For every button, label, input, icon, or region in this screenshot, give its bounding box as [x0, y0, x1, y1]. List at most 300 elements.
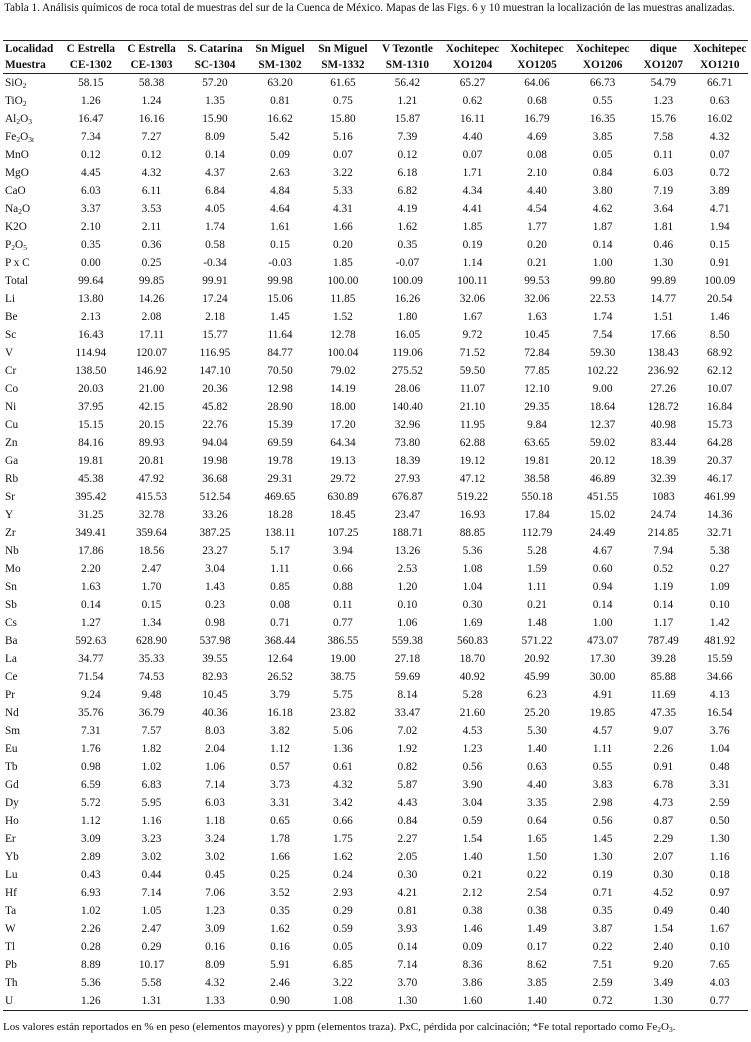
row-label — [3, 668, 60, 686]
table-cell: 1.77 — [527, 221, 547, 233]
table-cell: 0.30 — [462, 599, 483, 611]
table-cell: 1.40 — [462, 851, 483, 863]
table-cell: 1.08 — [462, 563, 483, 575]
table-cell: 83.44 — [650, 437, 677, 449]
table-cell: 0.19 — [592, 869, 613, 881]
table-cell: 1.52 — [333, 311, 353, 323]
row-label — [3, 272, 60, 290]
table-cell: 1.09 — [709, 581, 730, 593]
table-cell: 1.75 — [333, 833, 353, 845]
table-cell: 0.77 — [333, 617, 353, 629]
table-cell: 1.20 — [397, 581, 418, 593]
table-row — [3, 632, 748, 650]
table-cell: 18.56 — [138, 545, 165, 557]
table-row — [3, 290, 748, 308]
table-cell: 6.85 — [333, 959, 353, 971]
table-cell: 0.23 — [205, 599, 225, 611]
row-label-text: Rb — [5, 473, 19, 485]
table-cell: 73.80 — [394, 437, 421, 449]
table-row — [3, 434, 748, 452]
row-label-text: P — [5, 239, 12, 251]
table-cell: 1.71 — [462, 167, 483, 179]
table-cell: 1.62 — [333, 851, 353, 863]
table-cell: 0.65 — [270, 815, 290, 827]
table-cell: 29.72 — [330, 473, 356, 485]
table-cell: 0.38 — [527, 905, 547, 917]
table-row — [3, 884, 748, 902]
table-cell: 0.24 — [333, 869, 353, 881]
footnote-end: . — [672, 1021, 676, 1033]
table-cell: 0.28 — [80, 941, 101, 953]
row-label — [3, 506, 60, 524]
geochemistry-table — [3, 40, 748, 1011]
table-cell: 0.14 — [592, 239, 613, 251]
table-cell: 5.16 — [333, 131, 353, 143]
row-label-subscript: 2 — [16, 117, 21, 126]
table-cell: 5.30 — [527, 725, 547, 737]
table-cell: 19.12 — [459, 455, 486, 467]
table-cell: 15.87 — [394, 113, 421, 125]
table-cell: 15.39 — [267, 419, 293, 431]
table-cell: 23.82 — [330, 707, 356, 719]
row-label-text: Ho — [5, 815, 19, 827]
table-cell: 3.80 — [592, 185, 613, 197]
table-cell: 38.75 — [330, 671, 356, 683]
table-row — [3, 650, 748, 668]
table-cell: 5.06 — [333, 725, 353, 737]
table-cell: 15.73 — [707, 419, 733, 431]
table-cell: 20.03 — [78, 383, 104, 395]
table-cell: 461.99 — [704, 491, 736, 503]
table-cell: 0.20 — [333, 239, 353, 251]
table-cell: 16.18 — [267, 707, 293, 719]
table-cell: 34.77 — [78, 653, 104, 665]
table-cell: 5.72 — [80, 797, 101, 809]
header-label-cell: Muestra — [3, 57, 60, 74]
table-cell: 0.71 — [270, 617, 290, 629]
table-cell: 7.31 — [80, 725, 101, 737]
table-cell: 3.89 — [709, 185, 730, 197]
table-cell: 1.82 — [141, 743, 162, 755]
table-cell: 0.14 — [653, 599, 674, 611]
table-cell: 18.39 — [650, 455, 677, 467]
table-cell: 36.79 — [138, 707, 165, 719]
table-cell: 146.92 — [136, 365, 168, 377]
table-cell: 3.35 — [527, 797, 547, 809]
table-cell: 1.85 — [333, 257, 353, 269]
table-cell: 1.54 — [653, 923, 674, 935]
table-row — [3, 614, 748, 632]
table-row — [3, 128, 748, 146]
table-cell: 3.24 — [205, 833, 225, 845]
table-cell: 0.98 — [80, 761, 101, 773]
table-cell: 16.84 — [707, 401, 733, 413]
table-cell: 1.81 — [653, 221, 674, 233]
table-cell: 0.55 — [592, 95, 613, 107]
table-cell: 0.18 — [709, 869, 730, 881]
table-cell: 0.59 — [333, 923, 353, 935]
table-cell: 16.11 — [459, 113, 485, 125]
header-label-cell: Localidad — [3, 41, 60, 58]
row-label-subscript: 2 — [11, 243, 16, 252]
table-cell: 22.53 — [589, 293, 616, 305]
row-label — [3, 560, 60, 578]
table-cell: 0.10 — [397, 599, 418, 611]
table-cell: 0.07 — [709, 149, 730, 161]
table-cell: 7.58 — [653, 131, 674, 143]
table-cell: 15.02 — [589, 509, 616, 521]
table-cell: 4.32 — [709, 131, 730, 143]
table-row — [3, 920, 748, 938]
table-cell: 0.09 — [270, 149, 290, 161]
table-cell: 16.93 — [459, 509, 486, 521]
table-cell: 19.81 — [524, 455, 550, 467]
table-cell: 9.00 — [592, 383, 613, 395]
table-cell: 10.17 — [138, 959, 165, 971]
table-cell: 0.56 — [462, 761, 483, 773]
table-cell: 27.93 — [394, 473, 421, 485]
table-cell: 4.40 — [527, 779, 547, 791]
table-cell: 0.64 — [527, 815, 547, 827]
table-cell: 1.54 — [462, 833, 483, 845]
header-row-localidad — [3, 41, 748, 58]
table-cell: 12.10 — [524, 383, 550, 395]
row-label-text: Th — [5, 977, 18, 989]
table-cell: 3.31 — [709, 779, 730, 791]
table-cell: 1.42 — [709, 617, 730, 629]
row-label — [3, 182, 60, 200]
table-cell: 99.64 — [78, 275, 104, 287]
table-cell: 519.22 — [456, 491, 489, 503]
table-cell: 16.02 — [707, 113, 733, 125]
table-cell: 0.20 — [527, 239, 547, 251]
table-cell: 0.91 — [709, 257, 730, 269]
table-cell: 1.26 — [80, 95, 101, 107]
row-label — [3, 200, 60, 218]
row-label-text: Pb — [5, 959, 17, 971]
header-cell: SM-1302 — [248, 57, 312, 74]
table-cell: 0.17 — [527, 941, 547, 953]
table-cell: 4.73 — [653, 797, 674, 809]
table-cell: 63.20 — [267, 77, 293, 89]
row-label — [3, 596, 60, 614]
table-cell: 7.19 — [653, 185, 674, 197]
table-cell: 0.05 — [333, 941, 353, 953]
table-cell: 66.73 — [589, 77, 616, 89]
table-cell: 2.27 — [397, 833, 418, 845]
table-cell: 2.26 — [653, 743, 674, 755]
table-cell: 1.30 — [709, 833, 730, 845]
table-cell: 3.04 — [462, 797, 483, 809]
row-label-text: CaO — [5, 185, 26, 197]
table-cell: 1.00 — [592, 617, 613, 629]
table-cell: 0.35 — [397, 239, 418, 251]
table-cell: 14.77 — [650, 293, 677, 305]
table-cell: 88.85 — [459, 527, 486, 539]
table-cell: 1.08 — [312, 992, 374, 1011]
table-cell: 1.05 — [141, 905, 162, 917]
table-cell: 1.30 — [592, 851, 613, 863]
row-label-text: Sc — [5, 329, 17, 341]
table-cell: 560.83 — [456, 635, 489, 647]
table-cell: 1.62 — [397, 221, 418, 233]
table-cell: 2.46 — [270, 977, 290, 989]
row-label-text: Cu — [5, 419, 19, 431]
table-cell: 2.13 — [80, 311, 101, 323]
table-cell: 1.23 — [205, 905, 225, 917]
table-cell: 19.98 — [202, 455, 228, 467]
table-cell: 5.38 — [709, 545, 730, 557]
table-cell: 1.60 — [441, 992, 504, 1011]
table-cell: 0.91 — [653, 761, 674, 773]
table-cell: 59.69 — [394, 671, 421, 683]
row-label — [3, 362, 60, 380]
table-row — [3, 704, 748, 722]
table-row — [3, 416, 748, 434]
table-cell: 2.40 — [653, 941, 674, 953]
table-cell: 99.98 — [267, 275, 293, 287]
table-cell: 18.64 — [589, 401, 616, 413]
table-cell: 74.53 — [138, 671, 165, 683]
table-cell: 2.12 — [462, 887, 483, 899]
table-cell: 14.19 — [330, 383, 356, 395]
row-label-text: Zr — [5, 527, 16, 539]
header-cell: dique — [635, 41, 691, 58]
table-cell: 128.72 — [647, 401, 679, 413]
table-cell: 0.07 — [462, 149, 483, 161]
table-cell: 4.84 — [270, 185, 290, 197]
footnote-tail: O — [661, 1021, 669, 1033]
row-label — [3, 470, 60, 488]
table-cell: 66.71 — [707, 77, 733, 89]
table-cell: 3.76 — [709, 725, 730, 737]
row-label — [3, 434, 60, 452]
table-cell: 2.98 — [592, 797, 613, 809]
header-cell: V Tezontle — [374, 41, 441, 58]
table-cell: 7.39 — [397, 131, 418, 143]
row-label — [3, 92, 60, 110]
table-cell: 1.18 — [205, 815, 225, 827]
table-cell: 4.32 — [205, 977, 225, 989]
row-label — [3, 308, 60, 326]
row-label — [3, 740, 60, 758]
table-cell: 7.14 — [205, 779, 225, 791]
row-label-text: Tl — [5, 941, 16, 953]
table-cell: 0.98 — [205, 617, 225, 629]
table-cell: 32.39 — [650, 473, 677, 485]
table-cell: 4.40 — [462, 131, 483, 143]
table-cell: 20.12 — [589, 455, 616, 467]
header-cell: CE-1303 — [121, 57, 182, 74]
table-cell: 13.26 — [394, 545, 421, 557]
table-cell: 2.20 — [80, 563, 101, 575]
table-row — [3, 254, 748, 272]
row-label — [3, 920, 60, 938]
table-cell: 4.91 — [592, 689, 613, 701]
table-cell: 19.81 — [78, 455, 104, 467]
table-cell: 1.36 — [333, 743, 353, 755]
header-cell: SM-1310 — [374, 57, 441, 74]
table-cell: 64.34 — [330, 437, 356, 449]
row-label-text: Ga — [5, 455, 19, 467]
table-row — [3, 398, 748, 416]
table-cell: 47.92 — [138, 473, 165, 485]
table-cell: 11.69 — [650, 689, 676, 701]
row-label — [3, 902, 60, 920]
header-cell: Sn Miguel — [248, 41, 312, 58]
table-cell: 12.37 — [589, 419, 616, 431]
table-cell: 4.64 — [270, 203, 290, 215]
table-cell: 395.42 — [75, 491, 107, 503]
table-cell: 4.71 — [709, 203, 730, 215]
table-cell: 3.09 — [80, 833, 101, 845]
table-cell: 5.58 — [141, 977, 162, 989]
table-cell: 236.92 — [647, 365, 679, 377]
table-cell: 6.93 — [80, 887, 101, 899]
table-cell: 1.23 — [462, 743, 483, 755]
header-cell: XO1205 — [504, 57, 570, 74]
table-cell: 1.80 — [397, 311, 418, 323]
table-cell: 4.43 — [397, 797, 418, 809]
table-cell: 94.04 — [202, 437, 228, 449]
row-label-text: Ni — [5, 401, 17, 413]
table-cell: 0.66 — [333, 815, 353, 827]
table-cell: 1.14 — [462, 257, 483, 269]
table-cell: 116.95 — [199, 347, 231, 359]
table-cell: 3.02 — [141, 851, 162, 863]
row-label-text: Ta — [5, 905, 17, 917]
table-cell: 550.18 — [521, 491, 553, 503]
table-cell: 3.23 — [141, 833, 162, 845]
table-cell: 3.85 — [592, 131, 613, 143]
table-cell: 6.03 — [653, 167, 674, 179]
table-cell: 1.21 — [397, 95, 418, 107]
table-cell: 17.84 — [524, 509, 550, 521]
table-row — [3, 794, 748, 812]
table-cell: 6.83 — [141, 779, 162, 791]
table-cell: 676.87 — [391, 491, 423, 503]
row-label-text: MgO — [5, 167, 29, 179]
table-cell: 3.86 — [462, 977, 483, 989]
table-cell: 0.58 — [205, 239, 225, 251]
table-cell: 5.28 — [462, 689, 483, 701]
table-cell: 386.55 — [327, 635, 359, 647]
table-cell: 1.06 — [205, 761, 225, 773]
table-cell: 628.90 — [136, 635, 168, 647]
table-row — [3, 722, 748, 740]
table-cell: 1.17 — [653, 617, 674, 629]
table-cell: 99.91 — [202, 275, 228, 287]
table-cell: 59.50 — [459, 365, 486, 377]
table-cell: 571.22 — [521, 635, 553, 647]
table-cell: 0.88 — [333, 581, 353, 593]
table-cell: 62.12 — [707, 365, 733, 377]
table-cell: 1.63 — [80, 581, 101, 593]
table-cell: 9.07 — [653, 725, 674, 737]
table-cell: 0.27 — [709, 563, 730, 575]
table-cell: 19.13 — [330, 455, 356, 467]
table-row — [3, 200, 748, 218]
table-cell: 77.85 — [524, 365, 550, 377]
table-row — [3, 560, 748, 578]
table-cell: 1.31 — [121, 992, 182, 1011]
table-cell: 38.58 — [524, 473, 550, 485]
table-cell: 1.45 — [270, 311, 290, 323]
table-body — [3, 74, 748, 1011]
table-cell: 0.44 — [141, 869, 162, 881]
table-cell: 32.71 — [707, 527, 733, 539]
row-label-text: Y — [5, 509, 14, 521]
table-cell: 1.62 — [270, 923, 290, 935]
row-label — [3, 578, 60, 596]
table-cell: 1.34 — [141, 617, 162, 629]
table-cell: 9.20 — [653, 959, 674, 971]
table-cell: 15.15 — [78, 419, 104, 431]
table-cell: 11.07 — [459, 383, 485, 395]
row-label-text: Lu — [5, 869, 18, 881]
table-row — [3, 776, 748, 794]
row-label-text: Eu — [5, 743, 18, 755]
table-cell: 79.02 — [330, 365, 356, 377]
table-cell: 8.09 — [205, 959, 225, 971]
table-cell: 99.89 — [650, 275, 677, 287]
table-cell: 29.31 — [267, 473, 293, 485]
table-cell: 7.65 — [709, 959, 730, 971]
table-cell: 16.05 — [394, 329, 421, 341]
table-cell: 0.11 — [653, 149, 673, 161]
row-label-text: Al — [5, 113, 17, 125]
table-cell: 45.38 — [78, 473, 104, 485]
row-label-text-2: O — [21, 203, 31, 215]
table-cell: 1.46 — [462, 923, 483, 935]
table-cell: 16.79 — [524, 113, 550, 125]
table-cell: 102.22 — [587, 365, 619, 377]
row-label — [3, 542, 60, 560]
table-cell: 0.85 — [270, 581, 290, 593]
table-cell: 5.36 — [462, 545, 483, 557]
row-label — [3, 488, 60, 506]
table-cell: 16.35 — [589, 113, 616, 125]
table-cell: 5.42 — [270, 131, 290, 143]
table-cell: 29.35 — [524, 401, 550, 413]
table-cell: 0.43 — [80, 869, 101, 881]
table-cell: 4.40 — [527, 185, 547, 197]
row-label — [3, 992, 60, 1011]
table-cell: 3.09 — [205, 923, 225, 935]
table-cell: 25.20 — [524, 707, 550, 719]
table-cell: 9.24 — [80, 689, 101, 701]
table-cell: 58.15 — [78, 77, 104, 89]
table-row — [3, 146, 748, 164]
table-cell: 3.70 — [397, 977, 418, 989]
table-cell: 5.95 — [141, 797, 162, 809]
table-cell: 33.26 — [202, 509, 228, 521]
table-cell: 7.27 — [141, 131, 162, 143]
table-cell: 1.76 — [80, 743, 101, 755]
table-cell: 0.21 — [462, 869, 483, 881]
row-label — [3, 74, 60, 93]
table-cell: 0.36 — [141, 239, 162, 251]
table-cell: 10.45 — [524, 329, 550, 341]
row-label-text: Co — [5, 383, 19, 395]
table-cell: 0.75 — [333, 95, 353, 107]
table-cell: 100.00 — [327, 275, 359, 287]
table-cell: 0.11 — [333, 599, 353, 611]
table-row — [3, 452, 748, 470]
table-cell: 5.91 — [270, 959, 290, 971]
row-label-text: Be — [5, 311, 18, 323]
table-cell: 3.85 — [527, 977, 547, 989]
